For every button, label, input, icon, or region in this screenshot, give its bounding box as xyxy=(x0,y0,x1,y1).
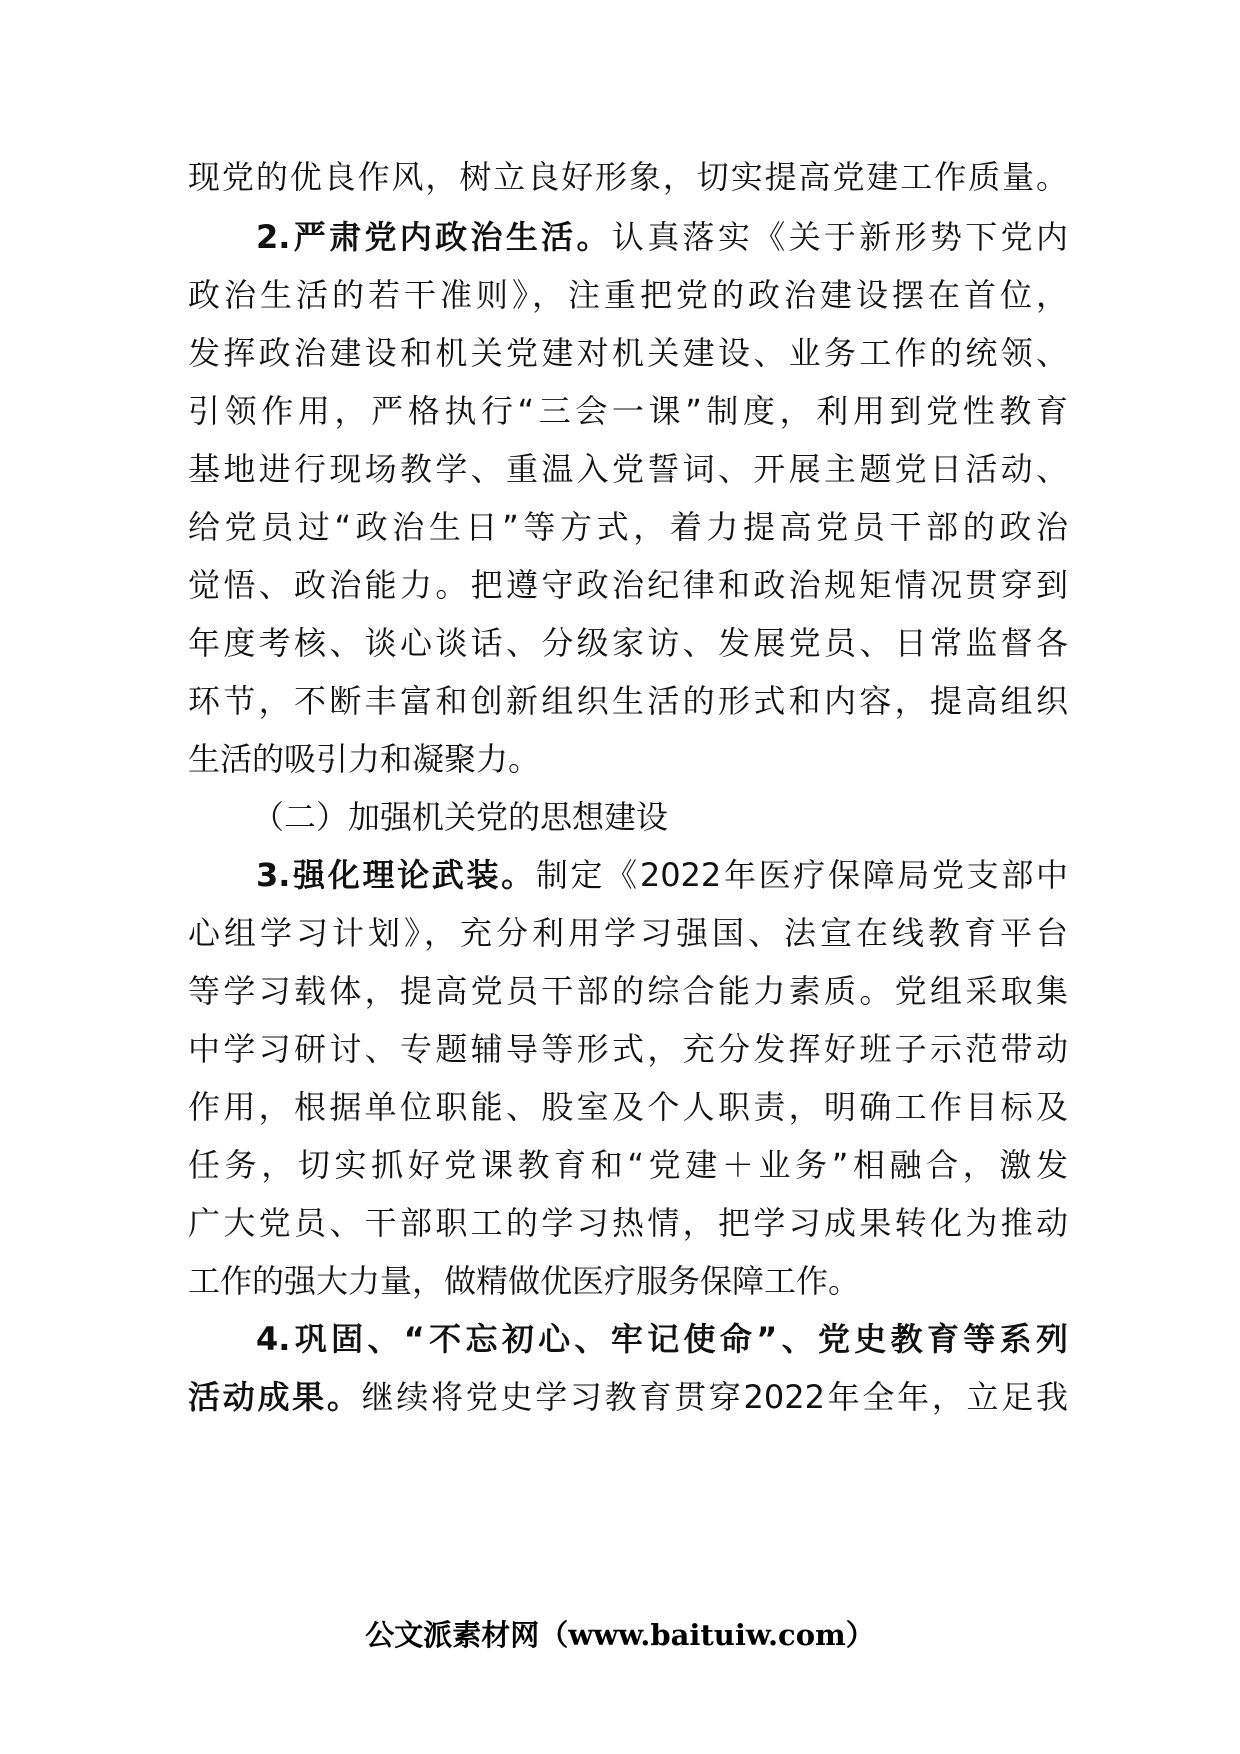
paragraph-line-7: 给党员过“政治生日”等方式，着力提高党员干部的政治 xyxy=(188,508,1068,546)
paragraph-line-1: 现党的优良作风，树立良好形象，切实提高党建工作质量。 xyxy=(188,158,1068,196)
paragraph-line-3: 政治生活的若干准则》，注重把党的政治建设摆在首位， xyxy=(188,276,1068,314)
paragraph-line-4: 发挥政治建设和机关党建对机关建设、业务工作的统领、 xyxy=(188,334,1068,372)
item-heading-4: 4.巩固、“不忘初心、牢记使命”、党史教育等系列 xyxy=(256,1320,1068,1358)
paragraph-line-22: 活动成果。继续将党史学习教育贯穿2022年全年，立足我 xyxy=(188,1378,1068,1416)
paragraph-line-18: 任务，切实抓好党课教育和“党建＋业务”相融合，激发 xyxy=(188,1146,1068,1184)
paragraph-line-5: 引领作用，严格执行“三会一课”制度，利用到党性教育 xyxy=(188,392,1068,430)
heading-consolidate-results xyxy=(256,1306,1068,1372)
item-heading-3: 3.强化理论武装。 xyxy=(256,856,536,894)
paragraph-line-15: 等学习载体，提高党员干部的综合能力素质。党组采取集 xyxy=(188,972,1068,1010)
heading-strict-political-life: 2.严肃党内政治生活。认真落实《关于新形势下党内 xyxy=(256,218,1068,256)
paragraph-line-6: 基地进行现场教学、重温入党誓词、开展主题党日活动、 xyxy=(188,450,1068,488)
footer-watermark: 公文派素材网（www.baituiw.com） xyxy=(365,1618,875,1652)
paragraph-line-9: 年度考核、谈心谈话、分级家访、发展党员、日常监督各 xyxy=(188,624,1068,662)
paragraph-line-17: 作用，根据单位职能、股室及个人职责，明确工作目标及 xyxy=(188,1088,1068,1126)
paragraph-line-16: 中学习研讨、专题辅导等形式，充分发挥好班子示范带动 xyxy=(188,1030,1068,1068)
paragraph-line-10: 环节，不断丰富和创新组织生活的形式和内容，提高组织 xyxy=(188,682,1068,720)
paragraph-line-14: 心组学习计划》，充分利用学习强国、法宣在线教育平台 xyxy=(188,914,1068,952)
paragraph-line-11: 生活的吸引力和凝聚力。 xyxy=(188,740,541,778)
paragraph-line-20: 工作的强大力量，做精做优医疗服务保障工作。 xyxy=(188,1262,861,1300)
item-heading-2: 2.严肃党内政治生活。 xyxy=(256,218,612,256)
item-heading-4-continued: 活动成果。 xyxy=(188,1378,362,1416)
section-heading-ideological-building: （二）加强机关党的思想建设 xyxy=(252,798,669,836)
paragraph-line-8: 觉悟、政治能力。把遵守政治纪律和政治规矩情况贯穿到 xyxy=(188,566,1068,604)
heading-theory-armament: 3.强化理论武装。制定《2022年医疗保障局党支部中 xyxy=(256,856,1068,894)
paragraph-line-19: 广大党员、干部职工的学习热情，把学习成果转化为推动 xyxy=(188,1204,1068,1242)
